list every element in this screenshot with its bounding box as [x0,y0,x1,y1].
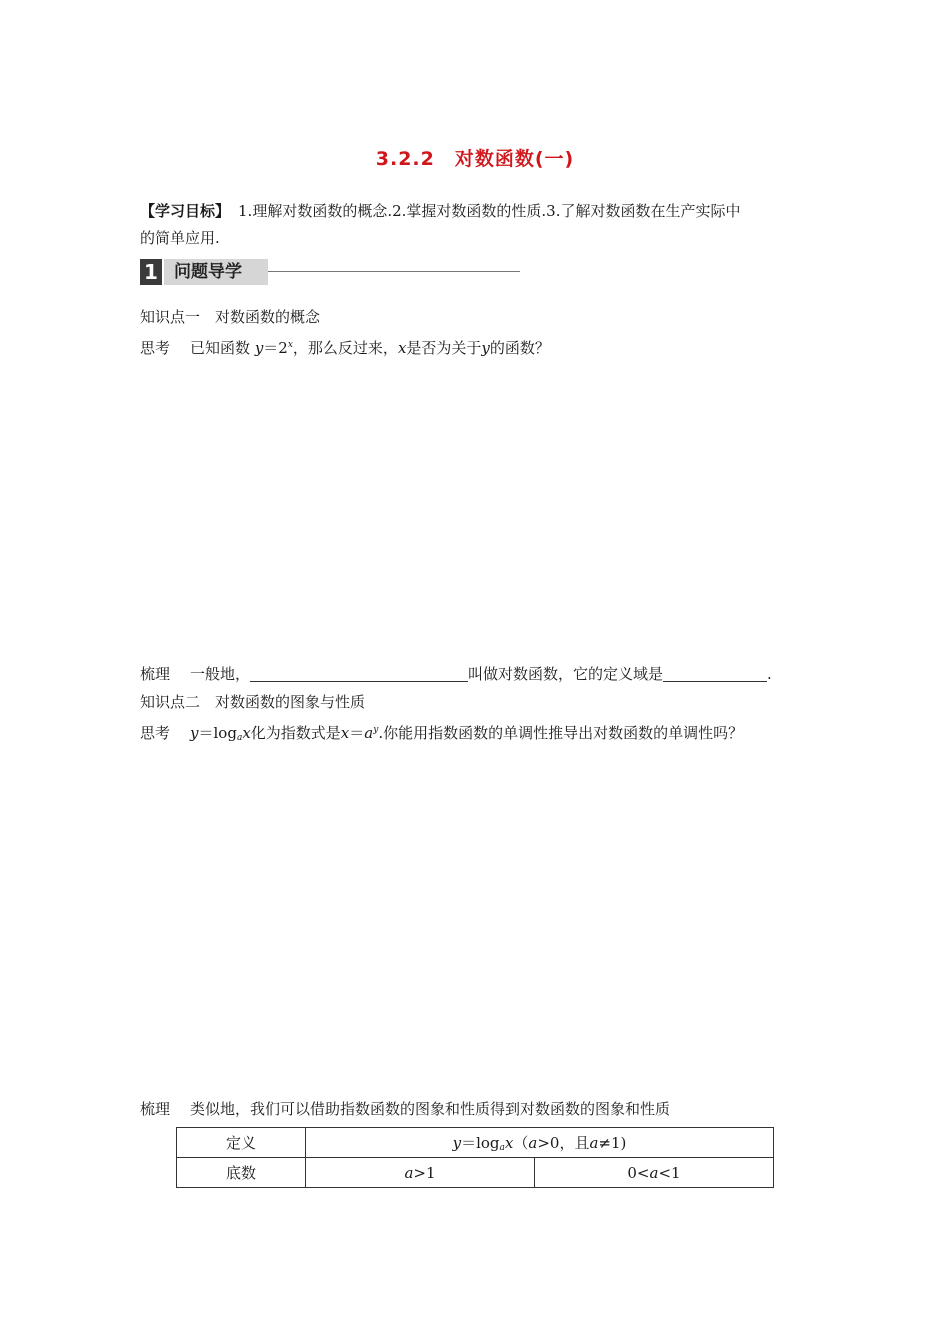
case1-a: a [404,1163,414,1182]
objectives-text-1: 1.理解对数函数的概念.2.掌握对数函数的性质.3.了解对数函数在生产实际中 [238,202,741,220]
kp2-var-y: y [190,724,199,742]
kp2-var-x: x [242,724,251,742]
learning-objectives-line-2: 的简单应用. [140,229,220,247]
kp2-think-label: 思考 [140,724,171,742]
def-cond-mid: >0，且 [537,1134,590,1152]
properties-table [176,1127,774,1188]
kp1-var-y2: y [481,339,490,357]
kp2-var-x2: x [340,724,350,742]
kp2-end: .你能用指数函数的单调性推导出对数函数的单调性吗？ [378,724,744,742]
case1-rest: >1 [413,1163,436,1182]
kp2-var-a: a [364,724,374,742]
kp2-heading: 知识点二 对数函数的图象与性质 [140,693,366,711]
kp2-summary [140,1097,670,1121]
case2-a: a [649,1163,659,1182]
case-a-between-0-1-cell [535,1158,774,1188]
def-a1: a [528,1134,538,1152]
def-cond-pre: （ [513,1134,529,1152]
def-cond-end: ≠1) [598,1134,627,1152]
def-eq: ＝log [461,1134,500,1152]
kp1-summary-end: . [767,665,772,683]
kp1-heading: 知识点一 对数函数的概念 [140,308,321,326]
kp2-summary-label: 梳理 [140,1100,171,1118]
def-base: a [499,1143,505,1153]
kp2-summary-text: 类似地，我们可以借助指数函数的图象和性质得到对数函数的图象和性质 [190,1100,671,1118]
kp1-mid: ，那么反过来， [292,339,398,357]
kp1-summary [140,662,772,686]
base-label-cell: 底数 [177,1158,306,1188]
def-var-x: x [504,1134,514,1152]
kp1-think [140,333,550,360]
case2-rest: <1 [658,1163,681,1182]
case-a-greater-1-cell [306,1158,535,1188]
page-title: 3.2.2 对数函数(一) [375,148,575,170]
kp1-var-y: y [254,339,264,357]
kp1-think-label: 思考 [140,339,171,357]
kp2-mid: 化为指数式是 [250,724,341,742]
kp1-summary-label: 梳理 [140,665,171,683]
definition-cell [306,1128,774,1158]
section-header [140,259,520,285]
kp1-exp: x [287,340,293,350]
kp1-eq: ＝2 [263,339,288,357]
kp1-summary-pre: 一般地， [190,665,251,683]
kp2-think [140,718,743,750]
domain-blank[interactable] [663,665,767,682]
def-var-y: y [452,1134,462,1152]
kp1-mid2: 是否为关于 [406,339,482,357]
kp2-eq2: ＝ [349,724,365,742]
learning-objectives-line-1 [140,199,741,223]
kp2-base: a [236,733,243,743]
table-row [177,1158,774,1188]
kp1-var-x: x [397,339,407,357]
definition-blank[interactable] [250,665,468,682]
objectives-label: 【学习目标】 [140,202,231,220]
kp2-exp: y [373,725,379,735]
def-a2: a [589,1134,599,1152]
kp2-eq: ＝log [198,724,237,742]
definition-label-cell: 定义 [177,1128,306,1158]
table-row [177,1128,774,1158]
kp1-summary-mid: 叫做对数函数，它的定义域是 [468,665,664,683]
kp1-end: 的函数？ [489,339,550,357]
section-label: 问题导学 [164,259,268,285]
kp1-think-pre: 已知函数 [190,339,251,357]
section-number: 1 [140,259,162,285]
section-divider [268,271,520,272]
case2-pre: 0< [627,1163,650,1182]
